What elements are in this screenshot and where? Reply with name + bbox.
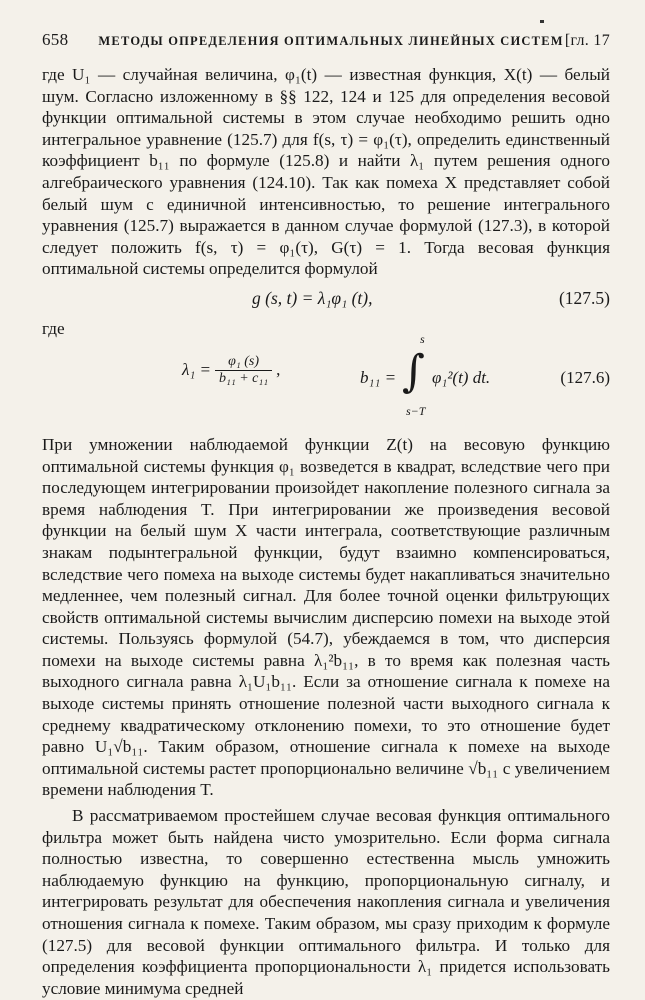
b11-definition — [360, 332, 520, 422]
page-number: 658 — [42, 30, 69, 49]
paragraph-1: где U₁ — случайная величина, φ₁(t) — известная функция, X(t) — белый шум. Согласно изложенному в §§ 122, 124 и 125 для определения весовой функции оптимальной системы в этом случае необходимо решить одно интегральное уравнение (125.7) для f(s, τ) = φ₁(τ), определить единственный коэффициент b₁₁ по формуле (125.8) и найти λ₁ путем решения одного алгебраического уравнения (124.10). Так как помеха X представляет собой белый шум с единичной интенсивностью, то решение интегрального уравнения (125.7) выражается в данном случае формулой (127.3), в которой следует положить f(s, τ) = φ₁(τ), G(τ) = 1. Тогда весовая функция оптимальной системы определится формулой — [42, 65, 610, 279]
b11-lhs: b₁₁ = — [360, 367, 397, 387]
running-header — [42, 30, 610, 56]
formula-127-6-number: (127.6) — [560, 367, 610, 387]
running-title: МЕТОДЫ ОПРЕДЕЛЕНИЯ ОПТИМАЛЬНЫХ ЛИНЕЙНЫХ СИСТЕМ — [98, 34, 564, 48]
integrand: φ₁²(t) dt. — [432, 367, 491, 387]
formula-127-6 — [42, 318, 610, 434]
comma-separator: , — [276, 360, 281, 380]
print-mark — [540, 20, 544, 23]
integral-lower-limit: s−T — [406, 403, 426, 418]
chapter-marker: [гл. 17 — [564, 32, 610, 49]
book-page — [42, 30, 610, 999]
formula-127-5-number: (127.5) — [558, 287, 610, 308]
integral-upper-limit: s — [420, 331, 425, 346]
lambda-definition — [182, 354, 280, 387]
fraction-numerator: φ₁ (s) — [215, 354, 272, 371]
integral-sign-icon: ∫ — [402, 345, 425, 397]
fraction-denominator: b₁₁ + c₁₁ — [219, 370, 269, 386]
lambda-lhs: λ₁ = — [182, 360, 211, 380]
paragraph-3: В рассматриваемом простейшем случае весовая функция оптимального фильтра может быть найдена чисто умозрительно. Если форма сигнала полностью известна, то совершенно естественна мысль умножить наблюдаемую функцию на функцию, пропорциональную сигналу, и интегрировать результат для обеспечения накопления сигнала и увеличения отношения сигнала к помехе. Таким образом, мы сразу приходим к формуле (127.5) для весовой функции оптимального фильтра. И только для определения коэффициента пропорциональности λ₁ придется использовать условие минимума средней — [42, 806, 610, 998]
paragraph-2: При умножении наблюдаемой функции Z(t) на весовую функцию оптимальной системы функция φ₁ возведется в квадрат, вследствие чего при последующем интегрировании произойдет накопление полезного сигнала за время наблюдения T. При интегрировании же произведения весовой функции на белый шум X части интеграла, соответствующие различным знакам подынтегральной функции, будут взаимно компенсироваться, вследствие чего помеха на выходе системы будет накапливаться значительно медленнее, чем полезный сигнал. Для более точной оценки фильтрующих свойств оптимальной системы вычислим дисперсию помехи на выходе этой системы. Пользуясь формулой (54.7), убеждаемся в том, что дисперсия помехи на выходе системы равна λ₁²b₁₁, в то время как полезная часть выходного сигнала равна λ₁U₁b₁₁. Если за отношение сигнала к помехе на выходе системы принять отношение полезной части выходного сигнала к среднему квадратическому отклонению помехи, то это отношение будет равно U₁√b₁₁. Таким образом, отношение сигнала к помехе на выходе оптимальной системы растет пропорционально величине √b₁₁ с увеличением времени наблюдения T. — [42, 434, 610, 800]
formula-127-5-expression: g (s, t) = λ₁φ₁ (t), — [252, 287, 373, 308]
lambda-fraction — [215, 354, 272, 387]
where-label: где — [42, 318, 65, 338]
formula-127-5 — [42, 280, 610, 324]
